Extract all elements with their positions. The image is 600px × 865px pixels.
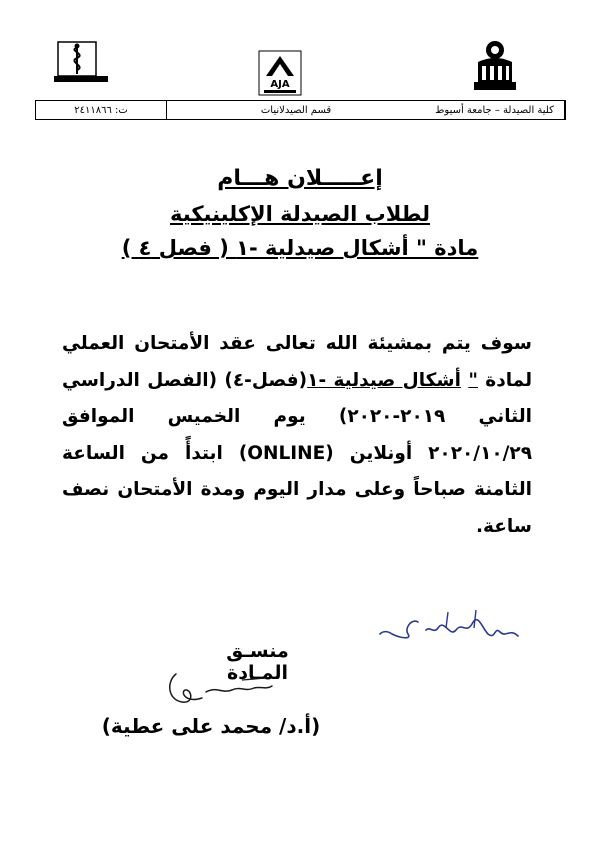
course-quote: " <box>468 369 478 391</box>
faculty-label: كلية الصيدلة – جامعة أسيوط <box>425 101 565 119</box>
assiut-university-logo <box>466 36 524 92</box>
announcement-course: مادة " أشكال صيدلية -١ ( فصل ٤ ) <box>121 236 479 260</box>
handwritten-signature-top <box>378 598 528 648</box>
coordinator-title: منسـق المـادة <box>226 640 289 684</box>
handwritten-signature-bottom <box>162 664 282 712</box>
header-bar <box>35 100 566 120</box>
coordinator-name: (أ.د/ محمد على عطية) <box>101 714 321 738</box>
announcement-audience: لطلاب الصيدلة الإكلينيكية <box>170 202 430 226</box>
body-part-2: (فصل-٤) (الفصل الدراسي الثاني ٢٠١٩-٢٠٢٠) يوم الخميس الموافق ٢٠٢٠/١٠/٢٩ أونلاين (ONLINE) ابتدأً من الساعة الثامنة صباحاً وعلى مدار اليوم ومدة الأمتحان نصف ساعة. <box>62 369 532 537</box>
body-part-1: سوف يتم بمشيئة الله تعالى عقد الأمتحان العملي لمادة <box>62 333 533 391</box>
announcement-title: إعـــــلان هـــام <box>217 166 383 191</box>
svg-text:AJA: AJA <box>270 79 290 90</box>
announcement-body <box>62 326 532 545</box>
department-label: قسم الصيدلانيات <box>166 101 425 119</box>
aja-logo <box>258 50 302 96</box>
pharmacy-faculty-logo <box>50 38 112 86</box>
phone-label: ت: ٢٤١١٨٦٦ <box>74 104 128 116</box>
course-name: أشكال صيدلية -١ <box>307 369 461 391</box>
